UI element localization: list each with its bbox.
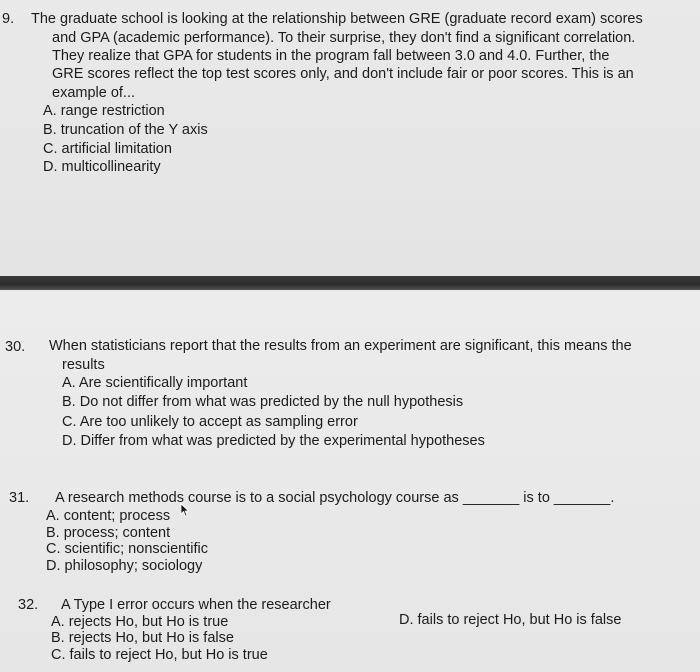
q30-number: 30.: [5, 339, 26, 355]
q29-option-a: A. range restriction: [43, 103, 165, 119]
q29-option-c: C. artificial limitation: [43, 141, 172, 157]
q31-number: 31.: [9, 490, 30, 506]
q30-option-a: A. Are scientifically important: [62, 375, 248, 391]
q31-option-c: C. scientific; nonscientific: [46, 541, 208, 557]
q31-option-d: D. philosophy; sociology: [46, 558, 203, 574]
q32-option-d: D. fails to reject Ho, but Ho is false: [399, 612, 622, 628]
q32-option-c: C. fails to reject Ho, but Ho is true: [51, 647, 268, 663]
q29-option-d: D. multicollinearity: [43, 159, 161, 175]
page-divider: [0, 276, 700, 290]
q29-stem-line-2: and GPA (academic performance). To their surprise, they don't find a significant correlation.: [52, 30, 636, 46]
q29-stem-line-1: The graduate school is looking at the relationship between GRE (graduate record exam) scores: [31, 11, 643, 27]
q30-option-c: C. Are too unlikely to accept as sampling error: [62, 414, 358, 430]
q31-option-b: B. process; content: [46, 525, 171, 541]
q32-number: 32.: [18, 597, 39, 613]
q31-stem: A research methods course is to a social psychology course as _______ is to _______.: [55, 490, 615, 506]
q29-stem-line-5: example of...: [52, 85, 136, 101]
q30-option-d: D. Differ from what was predicted by the experimental hypotheses: [62, 433, 485, 449]
q30-option-b: B. Do not differ from what was predicted by the null hypothesis: [62, 394, 464, 410]
mouse-pointer-icon: [180, 503, 190, 517]
q30-stem-line-1: When statisticians report that the results from an experiment are significant, this means the: [49, 338, 632, 354]
q32-option-b: B. rejects Ho, but Ho is false: [51, 630, 234, 646]
q32-stem: A Type I error occurs when the researcher: [61, 597, 331, 613]
q29-stem-line-3: They realize that GPA for students in the program fall between 3.0 and 4.0. Further, the: [52, 48, 610, 64]
q29-number: 9.: [2, 11, 15, 27]
q29-option-b: B. truncation of the Y axis: [43, 122, 208, 138]
q31-option-a: A. content; process: [46, 508, 171, 524]
q32-option-a: A. rejects Ho, but Ho is true: [51, 614, 229, 630]
q29-stem-line-4: GRE scores reflect the top test scores only, and don't include fair or poor scores. This is an: [52, 66, 634, 82]
q30-stem-line-2: results: [62, 357, 105, 373]
